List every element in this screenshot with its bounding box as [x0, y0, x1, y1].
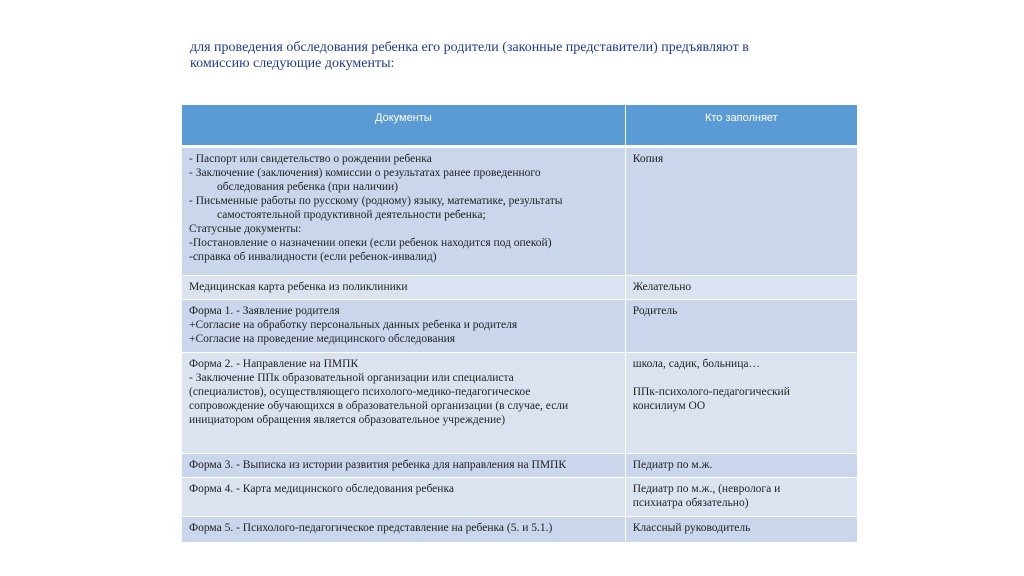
who-fills-cell: Копия [625, 147, 857, 276]
who-fills-cell: Желательно [625, 276, 857, 300]
documents-cell: Медицинская карта ребенка из поликлиники [182, 276, 626, 300]
intro-line-2: комиссию следующие документы: [190, 56, 395, 71]
documents-table [181, 104, 858, 543]
who-line: школа, садик, больница… [632, 358, 760, 370]
doc-line: сопровождение обучающихся в образовательной организации (в случае, если [189, 400, 569, 412]
header-who-fills: Кто заполняет [625, 105, 857, 147]
who-fills-cell: Родитель [625, 300, 857, 353]
doc-line: -справка об инвалидности (если ребенок-инвалид) [189, 251, 437, 263]
table-row [182, 478, 858, 517]
table-row [182, 300, 858, 353]
intro-text [190, 40, 830, 72]
intro-line-1: для проведения обследования ребенка его родители (законные представители) предъявляют в [190, 40, 749, 55]
table-header-row [182, 105, 858, 147]
documents-cell [182, 147, 626, 276]
table-row [182, 353, 858, 454]
doc-line: инициатором обращения является образовательное учреждение) [189, 414, 506, 426]
doc-line: - Паспорт или свидетельство о рождении ребенка [189, 153, 432, 165]
documents-cell [182, 353, 626, 454]
documents-cell: Форма 3. - Выписка из истории развития ребенка для направления на ПМПК [182, 454, 626, 478]
doc-line: Форма 2. - Направление на ПМПК [189, 358, 359, 370]
doc-line: обследования ребенка (при наличии) [217, 181, 398, 193]
doc-line: -Постановление о назначении опеки (если ребенок находится под опекой) [189, 237, 552, 249]
table-row [182, 147, 858, 276]
doc-line: (специалистов), осуществляющего психолого-медико-педагогическое [189, 386, 531, 398]
doc-line: - Письменные работы по русскому (родному) языку, математике, результаты [189, 195, 563, 207]
documents-cell: Форма 4. - Карта медицинского обследования ребенка [182, 478, 626, 517]
who-fills-cell [625, 353, 857, 454]
documents-cell [182, 300, 626, 353]
table-row [182, 454, 858, 478]
who-fills-cell: Педиатр по м.ж. [625, 454, 857, 478]
documents-cell: Форма 5. - Психолого-педагогическое представление на ребенка (5. и 5.1.) [182, 517, 626, 543]
who-fills-cell: Классный руководитель [625, 517, 857, 543]
who-fills-cell [625, 478, 857, 517]
who-line: ППк-психолого-педагогический [632, 386, 790, 398]
table-row [182, 276, 858, 300]
who-line: Педиатр по м.ж., (невролога и [632, 483, 781, 495]
table-row [182, 517, 858, 543]
doc-line: - Заключение (заключения) комиссии о результатах ранее проведенного [189, 167, 541, 179]
doc-line: +Согласие на обработку персональных данных ребенка и родителя [189, 319, 518, 331]
doc-line: Статусные документы: [189, 223, 302, 235]
spacer [633, 371, 850, 385]
doc-line: самостоятельной продуктивной деятельности ребенка; [217, 209, 486, 221]
doc-line: +Согласие на проведение медицинского обследования [189, 333, 456, 345]
doc-line: Форма 1. - Заявление родителя [189, 305, 340, 317]
who-line: консилиум ОО [632, 400, 706, 412]
doc-line: - Заключение ППк образовательной организации или специалиста [189, 372, 514, 384]
who-line: психиатра обязательно) [632, 497, 749, 509]
header-documents: Документы [182, 105, 626, 147]
